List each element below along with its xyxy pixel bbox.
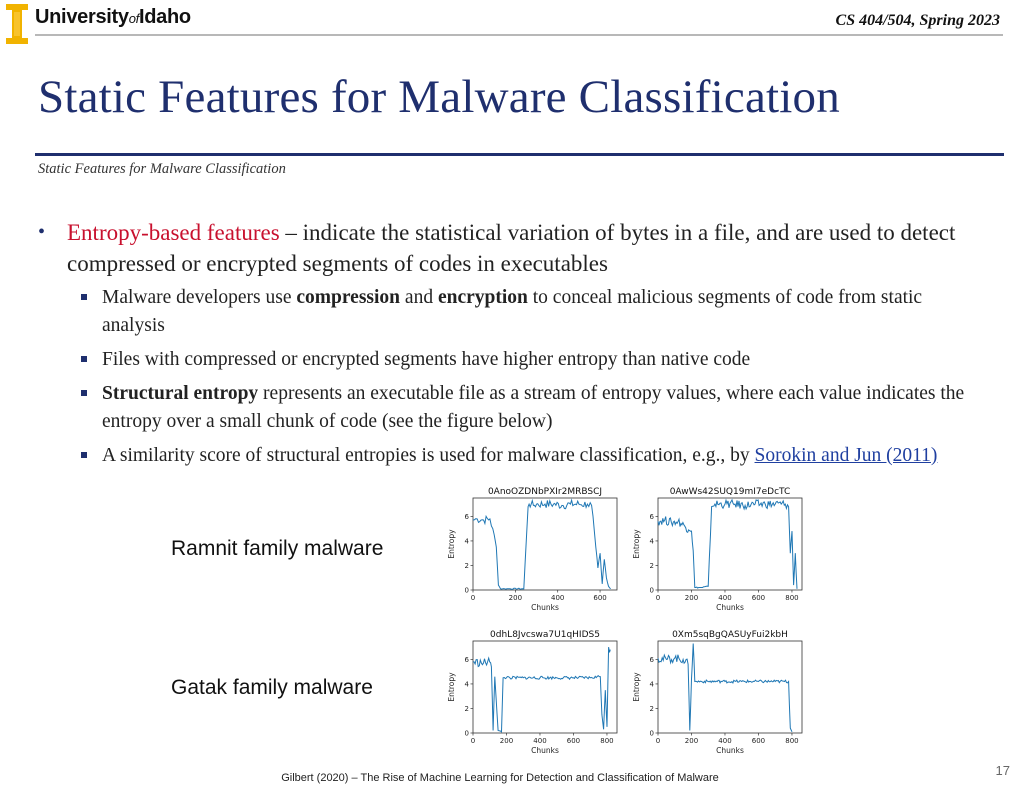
x-tick-label: 400 xyxy=(533,737,547,745)
text-span: to conceal malicious segments of code from static analysis xyxy=(102,287,923,336)
y-tick-label: 0 xyxy=(649,586,654,595)
sub-bullet-similarity-score xyxy=(38,442,988,470)
x-tick-label: 400 xyxy=(718,737,732,745)
x-tick-label: 600 xyxy=(566,737,581,745)
sub-bullet-higher-entropy xyxy=(38,346,988,374)
text-span: A similarity score of structural entropies is used for malware classification, e.g., by xyxy=(102,445,755,466)
y-tick-label: 2 xyxy=(649,704,654,713)
x-tick-label: 800 xyxy=(600,737,614,745)
y-tick-label: 4 xyxy=(464,537,469,546)
text-span: Files with compressed or encrypted segments have higher entropy than native code xyxy=(102,349,751,370)
x-tick-label: 800 xyxy=(785,737,799,745)
x-tick-label: 600 xyxy=(593,594,607,602)
y-tick-label: 2 xyxy=(464,704,469,713)
x-tick-label: 0 xyxy=(470,737,476,745)
square-bullet-icon xyxy=(81,294,87,300)
y-axis-label: Entropy xyxy=(447,529,456,559)
bullet-entropy-features xyxy=(38,217,988,279)
bold-structural-entropy: Structural entropy xyxy=(102,383,259,404)
y-tick-label: 6 xyxy=(649,655,654,664)
entropy-plot-ramnit-1 xyxy=(445,484,625,619)
plot-title: 0Xm5sqBgQASUyFui2kbH xyxy=(672,630,788,640)
x-tick-label: 800 xyxy=(785,594,799,602)
square-bullet-icon xyxy=(81,452,87,458)
square-bullet-icon xyxy=(81,356,87,362)
page-number: 17 xyxy=(995,763,1010,778)
y-tick-label: 2 xyxy=(649,561,654,570)
x-axis-label: Chunks xyxy=(531,746,559,755)
y-axis-label: Entropy xyxy=(447,672,456,702)
plot-title: 0AnoOZDNbPXIr2MRBSCJ xyxy=(487,487,603,497)
y-tick-label: 4 xyxy=(464,680,469,689)
university-logo-mark xyxy=(6,4,28,44)
y-tick-label: 2 xyxy=(464,561,469,570)
citation-footer: Gilbert (2020) – The Rise of Machine Learning for Detection and Classification of Malware xyxy=(281,772,719,784)
x-tick-label: 0 xyxy=(655,737,661,745)
y-tick-label: 0 xyxy=(464,586,469,595)
x-axis-label: Chunks xyxy=(716,746,744,755)
text-span: and xyxy=(400,287,438,308)
y-axis-label: Entropy xyxy=(632,672,641,702)
plot-title: 0dhL8Jvcswa7U1qHIDS5 xyxy=(490,630,600,640)
header-divider xyxy=(35,34,1003,36)
x-tick-label: 400 xyxy=(718,594,732,602)
bold-encryption: encryption xyxy=(437,287,528,308)
gatak-family-label: Gatak family malware xyxy=(171,676,373,699)
x-tick-label: 200 xyxy=(499,737,514,745)
x-tick-label: 600 xyxy=(751,737,766,745)
sub-bullet-compression xyxy=(38,284,988,340)
x-tick-label: 0 xyxy=(470,594,476,602)
bullet-list xyxy=(38,217,988,470)
entropy-features-text: – indicate the statistical variation of bytes in a file, and are used to detect compressed or encrypted segments of codes in executables xyxy=(67,220,956,276)
plot-frame xyxy=(658,498,802,590)
sorokin-jun-link[interactable]: Sorokin and Jun (2011) xyxy=(754,445,938,466)
sub-bullet-structural-entropy xyxy=(38,380,988,436)
title-divider xyxy=(35,153,1004,156)
x-tick-label: 200 xyxy=(684,594,699,602)
entropy-features-highlight: Entropy-based features xyxy=(67,220,280,245)
entropy-plot-gatak-1 xyxy=(445,627,625,762)
y-tick-label: 4 xyxy=(649,680,654,689)
y-tick-label: 4 xyxy=(649,537,654,546)
plot-frame xyxy=(658,641,802,733)
x-axis-label: Chunks xyxy=(716,603,744,612)
y-tick-label: 0 xyxy=(464,729,469,738)
y-tick-label: 6 xyxy=(464,655,469,664)
entropy-plot-gatak-2 xyxy=(630,627,810,762)
x-tick-label: 200 xyxy=(508,594,523,602)
ramnit-family-label: Ramnit family malware xyxy=(171,537,384,560)
x-tick-label: 200 xyxy=(684,737,699,745)
entropy-plot-ramnit-2 xyxy=(630,484,810,619)
plot-title: 0AwWs42SUQ19mI7eDcTC xyxy=(669,487,791,497)
text-span: Malware developers use xyxy=(102,287,297,308)
x-axis-label: Chunks xyxy=(531,603,559,612)
course-label: CS 404/504, Spring 2023 xyxy=(835,12,1000,29)
bullet-dot-icon: • xyxy=(38,221,46,243)
slide-title: Static Features for Malware Classification xyxy=(38,71,840,123)
y-tick-label: 0 xyxy=(649,729,654,738)
x-tick-label: 600 xyxy=(751,594,766,602)
y-tick-label: 6 xyxy=(464,512,469,521)
university-logo-text: UniversityofIdaho xyxy=(35,6,191,28)
y-axis-label: Entropy xyxy=(632,529,641,559)
x-tick-label: 400 xyxy=(551,594,565,602)
y-tick-label: 6 xyxy=(649,512,654,521)
square-bullet-icon xyxy=(81,390,87,396)
slide-subtitle: Static Features for Malware Classification xyxy=(38,161,286,177)
bold-compression: compression xyxy=(296,287,401,308)
x-tick-label: 0 xyxy=(655,594,661,602)
text-span: represents an executable file as a stream of entropy values, where each value indicates the entropy over a small chunk of code (see the figure below) xyxy=(102,383,965,432)
